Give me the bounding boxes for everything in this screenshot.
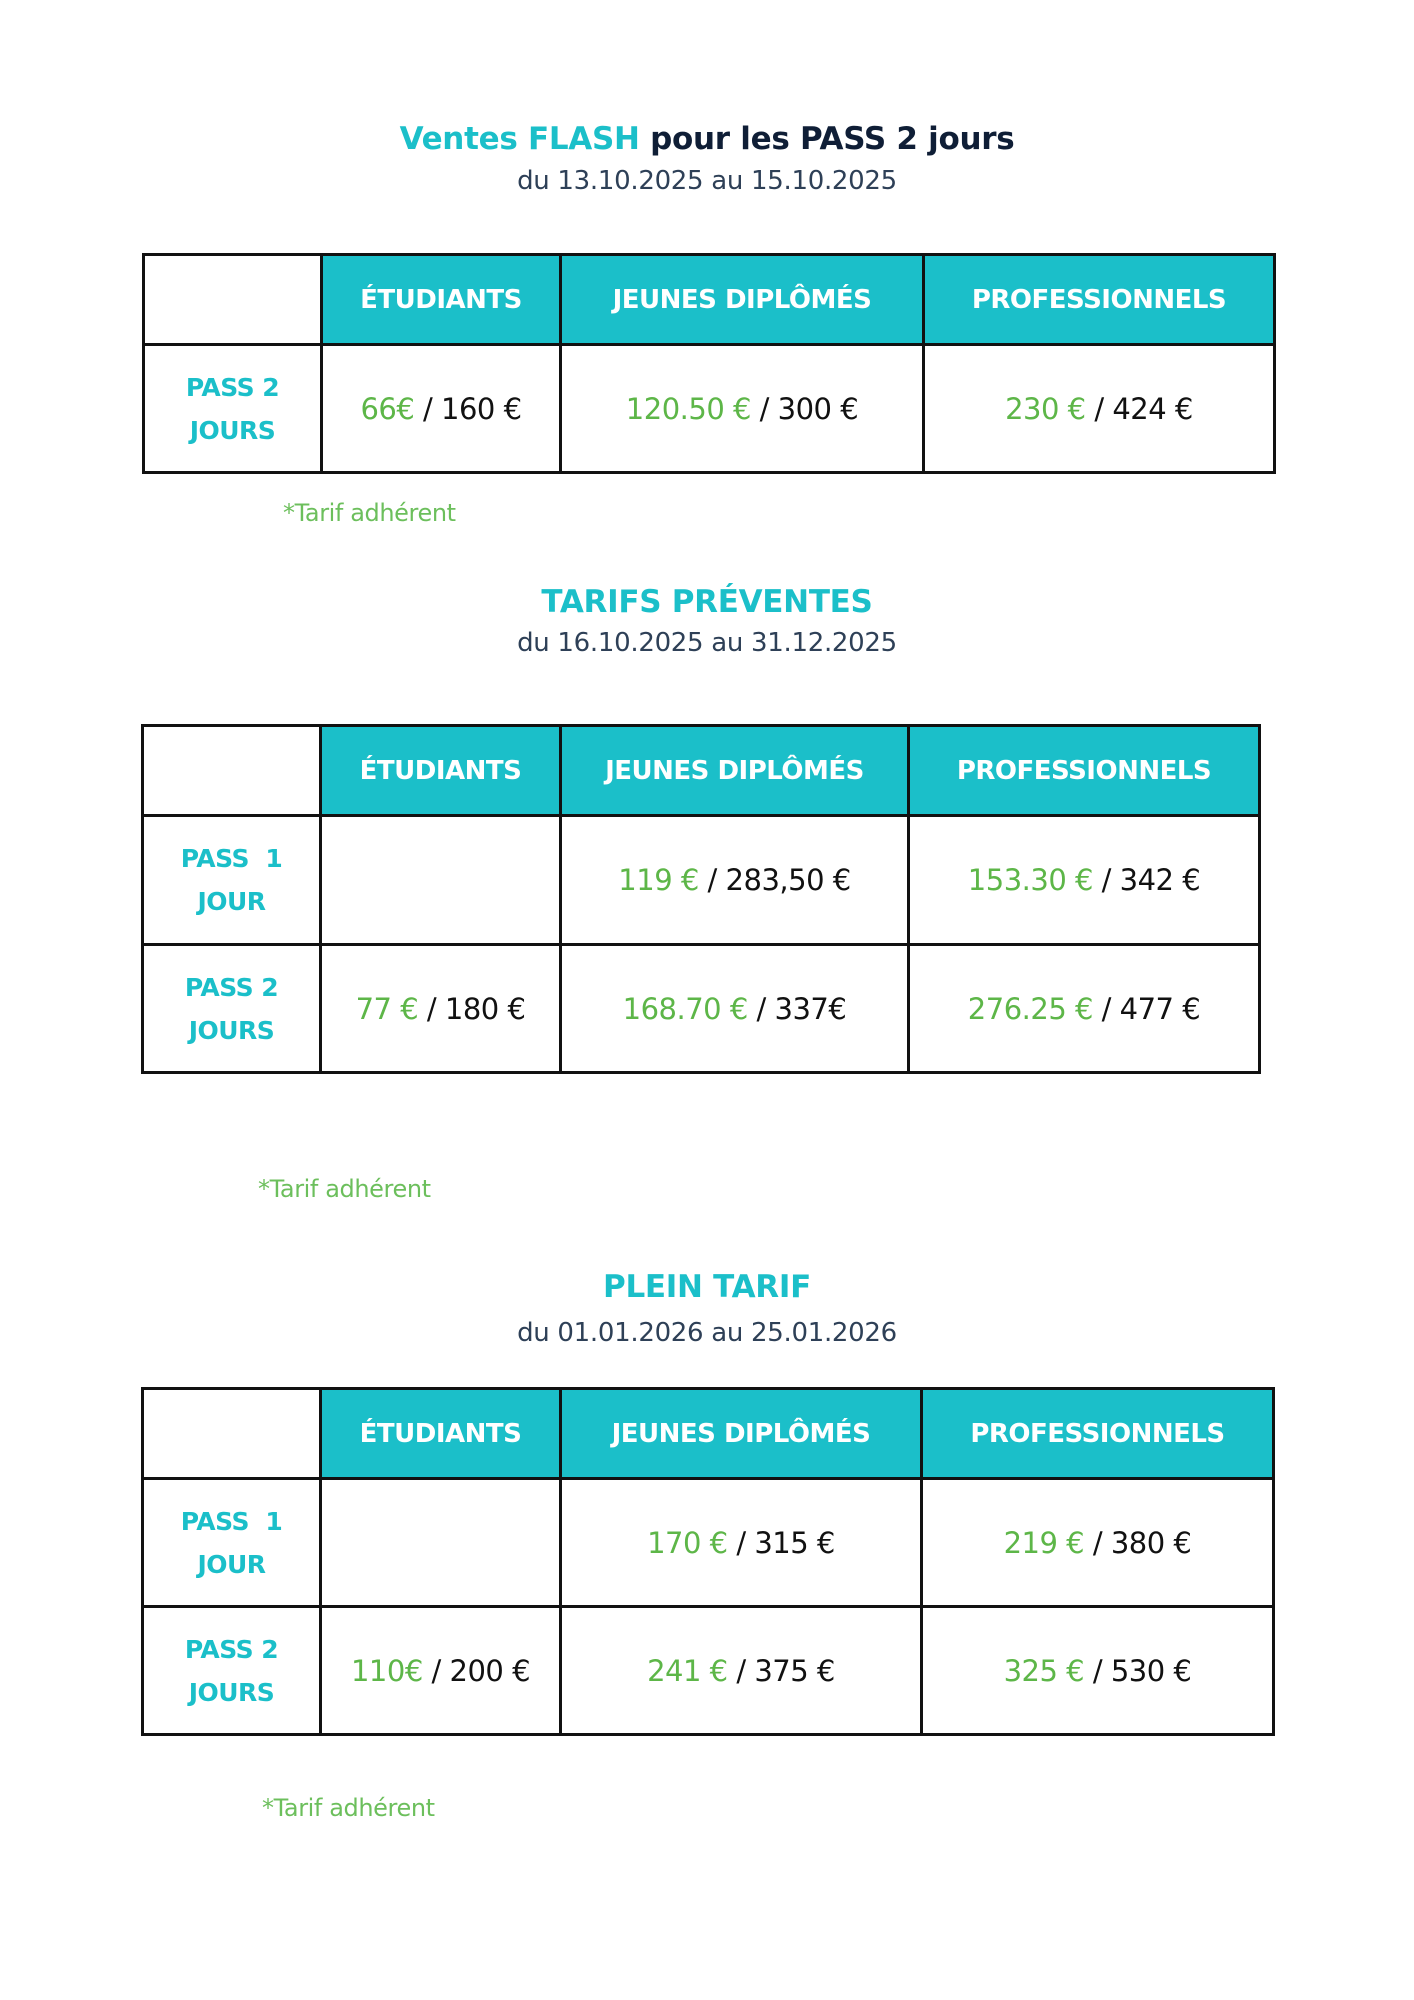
price-cell-young-graduates (561, 945, 909, 1073)
table-corner-cell (144, 255, 322, 345)
row-label-line2: JOURS (188, 1015, 275, 1045)
column-header-young-graduates: JEUNES DIPLÔMÉS (561, 726, 909, 816)
table-corner-cell (143, 726, 321, 816)
price-separator: / (422, 1653, 450, 1688)
table-header-row (143, 1389, 1274, 1479)
price-cell-professionals (909, 945, 1260, 1073)
price-cell-students (321, 816, 561, 945)
table-row (143, 945, 1260, 1073)
column-header-young-graduates: JEUNES DIPLÔMÉS (561, 1389, 922, 1479)
price-separator: / (1084, 1525, 1111, 1560)
member-price: 153.30 € (967, 863, 1093, 897)
price-cell-students (322, 345, 561, 473)
price-cell-students (321, 1479, 561, 1607)
column-header-students: ÉTUDIANTS (322, 255, 561, 345)
section-title-flash-sales (0, 119, 1414, 159)
row-label-line1: PASS 2 (185, 372, 280, 402)
member-price: 276.25 € (967, 991, 1093, 1026)
member-price: 325 € (1003, 1653, 1085, 1688)
price-separator: / (727, 1525, 755, 1560)
row-label-line2: JOURS (189, 415, 276, 445)
title-rest: pour les PASS 2 jours (639, 121, 1015, 157)
price-separator: / (1085, 391, 1113, 426)
table-row (143, 1479, 1274, 1607)
row-label-pass-2-days (143, 1607, 321, 1735)
row-label-pass-2-days (144, 345, 322, 473)
price-cell-students (321, 945, 561, 1073)
member-price: 120.50 € (625, 391, 751, 426)
member-price: 170 € (647, 1525, 728, 1560)
member-rate-footnote: *Tarif adhérent (262, 1794, 435, 1822)
row-label-line2: JOUR (197, 1549, 266, 1579)
standard-price: 337€ (774, 991, 847, 1026)
member-price: 66€ (360, 391, 415, 426)
standard-price: 530 € (1110, 1653, 1192, 1688)
column-header-young-graduates: JEUNES DIPLÔMÉS (561, 255, 924, 345)
price-cell-professionals (922, 1479, 1274, 1607)
row-label-pass-1-day (143, 1479, 321, 1607)
section-dates-presales: du 16.10.2025 au 31.12.2025 (517, 628, 897, 658)
column-header-students: ÉTUDIANTS (321, 1389, 561, 1479)
row-label-line1: PASS 2 (184, 972, 279, 1002)
standard-price: 160 € (441, 391, 522, 426)
column-header-professionals: PROFESSIONNELS (922, 1389, 1274, 1479)
standard-price: 315 € (754, 1525, 835, 1560)
table-row (144, 345, 1275, 473)
member-price: 219 € (1003, 1525, 1085, 1560)
row-label-line1: PASS 2 (184, 1634, 279, 1664)
price-cell-professionals (924, 345, 1275, 473)
price-table-flash-sales (142, 253, 1276, 474)
member-price: 110€ (350, 1653, 423, 1688)
table-row (143, 816, 1260, 945)
table-header-row (144, 255, 1275, 345)
member-price: 119 € (618, 863, 699, 897)
table-row (143, 1607, 1274, 1735)
standard-price: 180 € (444, 991, 526, 1026)
row-label-line2: JOUR (197, 887, 266, 916)
price-cell-young-graduates (561, 1479, 922, 1607)
row-label-pass-1-day (143, 816, 321, 945)
standard-price: 380 € (1110, 1525, 1192, 1560)
member-price: 241 € (647, 1653, 728, 1688)
table-header-row (143, 726, 1260, 816)
section-dates-flash-sales: du 13.10.2025 au 15.10.2025 (517, 166, 897, 196)
price-cell-young-graduates (561, 1607, 922, 1735)
table-corner-cell (143, 1389, 321, 1479)
standard-price: 283,50 € (725, 863, 851, 897)
price-separator: / (1084, 1653, 1111, 1688)
standard-price: 375 € (754, 1653, 835, 1688)
price-cell-young-graduates (561, 816, 909, 945)
title-highlight: TARIFS PRÉVENTES (541, 584, 873, 620)
price-table-presales (141, 724, 1261, 1074)
column-header-students: ÉTUDIANTS (321, 726, 561, 816)
member-rate-footnote: *Tarif adhérent (258, 1175, 431, 1203)
price-cell-professionals (922, 1607, 1274, 1735)
price-cell-young-graduates (561, 345, 924, 473)
price-cell-students (321, 1607, 561, 1735)
standard-price: 200 € (449, 1653, 531, 1688)
title-highlight: Ventes FLASH (399, 121, 640, 157)
standard-price: 424 € (1112, 391, 1193, 426)
price-separator: / (414, 391, 442, 426)
member-price: 168.70 € (622, 991, 748, 1026)
section-dates-full-price: du 01.01.2026 au 25.01.2026 (517, 1318, 897, 1348)
standard-price: 300 € (777, 391, 859, 426)
column-header-professionals: PROFESSIONNELS (924, 255, 1275, 345)
row-label-line1: PASS 1 (180, 844, 283, 873)
member-price: 77 € (355, 991, 419, 1026)
member-rate-footnote: *Tarif adhérent (283, 499, 456, 527)
price-cell-professionals (909, 816, 1260, 945)
member-price: 230 € (1005, 391, 1086, 426)
row-label-pass-2-days (143, 945, 321, 1073)
standard-price: 342 € (1119, 863, 1201, 897)
price-table-full-price (141, 1387, 1275, 1736)
price-separator: / (1092, 863, 1120, 897)
price-separator: / (747, 991, 775, 1026)
price-separator: / (750, 391, 778, 426)
section-title-presales (0, 582, 1414, 622)
column-header-professionals: PROFESSIONNELS (909, 726, 1260, 816)
price-separator: / (698, 863, 726, 897)
standard-price: 477 € (1119, 991, 1201, 1026)
title-highlight: PLEIN TARIF (603, 1269, 811, 1305)
price-separator: / (727, 1653, 755, 1688)
price-separator: / (418, 991, 445, 1026)
row-label-line1: PASS 1 (180, 1506, 283, 1536)
section-title-full-price (0, 1267, 1414, 1307)
price-separator: / (1092, 991, 1120, 1026)
row-label-line2: JOURS (188, 1677, 275, 1707)
